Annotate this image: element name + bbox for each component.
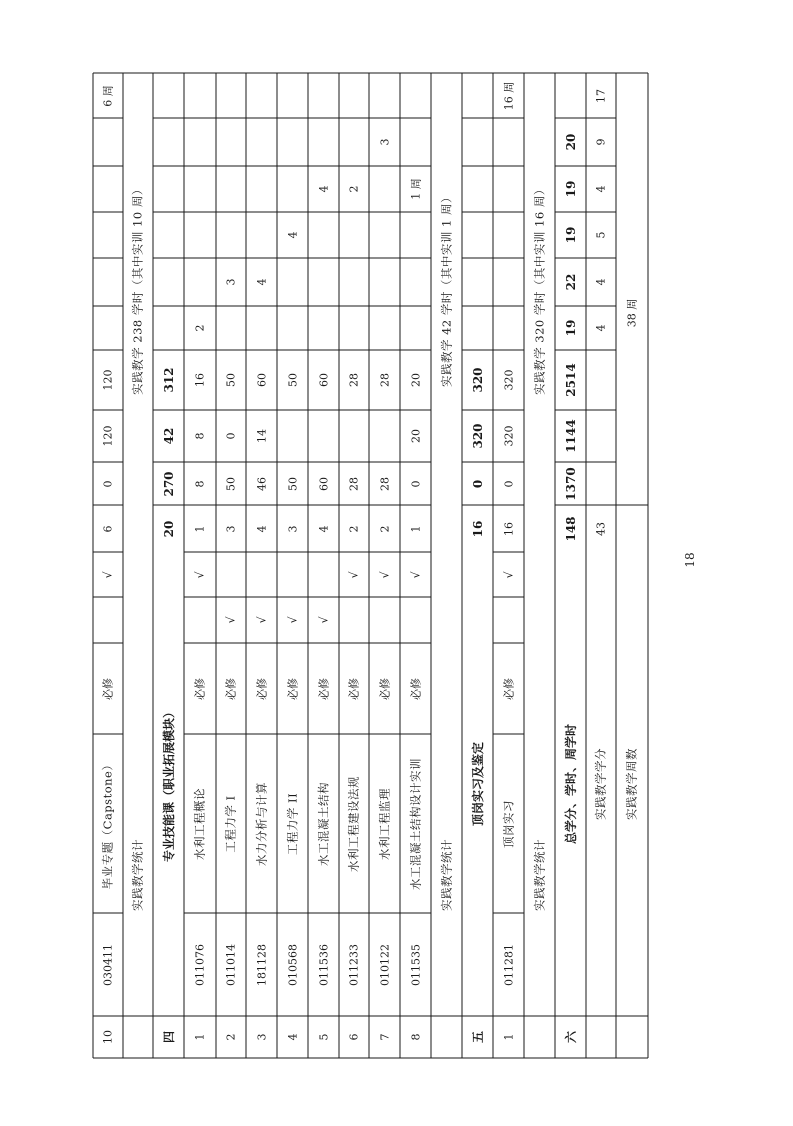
course-row-10-practice: 120 — [101, 425, 115, 447]
course-row-6-type: 必修 — [347, 677, 361, 700]
course-row-8-no: 8 — [409, 1033, 422, 1041]
course-row-10-code: 030411 — [101, 943, 115, 986]
course-row-10-no: 10 — [101, 1030, 115, 1044]
course-row-5-mark-a: √ — [317, 616, 330, 624]
course-row-8-credit: 1 — [409, 525, 422, 532]
total-practice: 1144 — [563, 419, 578, 453]
course-row-4-credit: 3 — [286, 525, 299, 532]
course-row-5-theory: 60 — [317, 476, 330, 491]
course-row-5-hours: 60 — [317, 373, 330, 387]
course-row-4-s3: 4 — [286, 231, 299, 239]
course-row-7-type: 必修 — [378, 677, 391, 700]
section-hours: 320 — [470, 367, 485, 393]
section-title: 专业技能课（职业拓展模块） — [161, 705, 176, 863]
course-row-4-hours: 50 — [286, 373, 299, 387]
course-row-5-code: 011536 — [317, 943, 330, 986]
section-credit: 16 — [470, 520, 485, 537]
course-row-5-credit: 4 — [317, 525, 330, 532]
course-row-internship-theory: 0 — [502, 480, 515, 487]
course-row-8-theory: 0 — [409, 480, 422, 487]
course-row-10-theory: 0 — [101, 480, 115, 487]
course-row-8-mark-b: √ — [409, 570, 422, 579]
course-row-internship-s6: 16 周 — [502, 81, 515, 110]
practice-credits-s6: 17 — [594, 88, 608, 103]
course-row-3-theory: 46 — [255, 476, 268, 491]
practice-credits-credit: 43 — [594, 521, 608, 536]
stat-label: 实践教学统计 — [531, 839, 546, 911]
course-row-7-credit: 2 — [378, 525, 391, 532]
course-row-2-code: 011014 — [224, 943, 238, 986]
practice-credits-s5: 9 — [594, 138, 608, 146]
course-row-internship-no: 1 — [502, 1033, 515, 1041]
section-title: 顶岗实习及鉴定 — [470, 741, 485, 827]
course-row-7-s5: 3 — [378, 138, 391, 146]
course-row-3-s2: 4 — [255, 278, 268, 286]
course-row-1-no: 1 — [193, 1033, 207, 1041]
course-row-2-hours: 50 — [224, 373, 238, 387]
course-row-8-hours: 20 — [409, 373, 422, 387]
course-row-7-hours: 28 — [378, 373, 391, 387]
course-row-internship-practice: 320 — [502, 425, 515, 447]
section-title: 总学分、学时、周学时 — [563, 723, 578, 845]
practice-credits-s2: 4 — [594, 278, 608, 286]
course-row-6-s4: 2 — [347, 185, 361, 193]
course-row-10-mark-b: √ — [101, 570, 115, 579]
course-row-1-type: 必修 — [193, 677, 207, 700]
course-row-internship-type: 必修 — [502, 677, 515, 700]
total-s4: 19 — [563, 180, 578, 198]
course-row-2-mark-a: √ — [224, 616, 238, 624]
page-number: 18 — [683, 552, 697, 568]
course-row-4-no: 4 — [286, 1033, 299, 1041]
course-row-8-code: 011535 — [409, 943, 422, 986]
course-row-internship-mark-b: √ — [502, 570, 515, 579]
course-row-4-code: 010568 — [286, 943, 299, 986]
course-row-internship-credit: 16 — [502, 521, 515, 536]
practice-credits-s4: 4 — [594, 185, 608, 193]
course-row-internship-hours: 320 — [502, 369, 515, 391]
section-number: 五 — [470, 1030, 485, 1044]
course-row-5-type: 必修 — [317, 677, 330, 700]
course-row-2-name: 工程力学 I — [223, 794, 238, 853]
course-row-7-code: 010122 — [378, 943, 391, 986]
course-row-10-type: 必修 — [101, 677, 115, 700]
total-s2: 22 — [563, 273, 578, 291]
course-row-3-mark-a: √ — [255, 616, 268, 624]
section-practice: 42 — [161, 427, 176, 445]
course-row-4-type: 必修 — [286, 677, 299, 700]
course-row-2-credit: 3 — [224, 525, 238, 532]
section-theory: 0 — [470, 479, 485, 488]
section-hours: 312 — [161, 367, 176, 393]
course-row-2-s2: 3 — [224, 278, 238, 286]
practice-credits-s1: 4 — [594, 324, 608, 332]
course-row-3-type: 必修 — [255, 677, 268, 700]
course-row-internship-name: 顶岗实习 — [500, 799, 515, 848]
course-row-1-credit: 1 — [193, 525, 207, 532]
section-practice: 320 — [470, 423, 485, 449]
course-row-7-name: 水利工程监理 — [376, 787, 391, 860]
course-row-1-code: 011076 — [193, 943, 207, 986]
stat-text: 实践教学 42 学时（其中实训 1 周） — [438, 190, 453, 388]
stat-text: 实践教学 320 学时（其中实训 16 周） — [531, 183, 546, 395]
course-row-1-name: 水利工程概论 — [192, 787, 207, 860]
course-row-3-hours: 60 — [255, 373, 268, 387]
course-row-3-name: 水力分析与计算 — [253, 781, 268, 866]
practice-weeks-value: 38 周 — [625, 298, 639, 327]
course-row-6-hours: 28 — [347, 373, 361, 387]
course-row-7-mark-b: √ — [378, 570, 391, 579]
stat-label: 实践教学统计 — [130, 839, 145, 911]
practice-weeks-label: 实践教学周数 — [624, 748, 639, 820]
course-row-7-no: 7 — [378, 1033, 391, 1041]
course-row-10-s6: 6 周 — [101, 84, 115, 107]
course-row-6-theory: 28 — [347, 476, 361, 491]
course-row-3-no: 3 — [255, 1033, 268, 1041]
course-row-2-no: 2 — [224, 1033, 238, 1041]
course-row-4-mark-a: √ — [286, 616, 299, 624]
course-row-8-practice: 20 — [409, 429, 422, 443]
stat-label: 实践教学统计 — [438, 839, 453, 911]
course-row-3-practice: 14 — [255, 429, 268, 443]
course-row-6-credit: 2 — [347, 525, 361, 532]
course-row-3-code: 181128 — [255, 943, 268, 986]
course-row-6-name: 水利工程建设法规 — [346, 775, 361, 872]
section-theory: 270 — [161, 470, 176, 497]
course-row-6-mark-b: √ — [347, 570, 361, 579]
course-row-5-no: 5 — [317, 1033, 330, 1041]
course-row-10-name: 毕业专题（Capstone） — [100, 758, 115, 889]
course-row-10-hours: 120 — [101, 369, 115, 391]
course-row-8-name: 水工混凝土结构设计实训 — [407, 757, 422, 890]
course-row-8-type: 必修 — [409, 677, 422, 700]
course-row-7-theory: 28 — [378, 476, 391, 491]
course-row-4-name: 工程力学 II — [284, 792, 299, 855]
course-row-2-theory: 50 — [224, 476, 238, 491]
course-row-2-type: 必修 — [224, 677, 238, 700]
course-row-internship-code: 011281 — [502, 943, 515, 986]
total-credit: 148 — [563, 515, 578, 542]
course-row-2-practice: 0 — [224, 432, 238, 440]
total-s1: 19 — [563, 319, 578, 337]
total-hours: 2514 — [563, 363, 578, 397]
total-s5: 20 — [563, 133, 578, 151]
course-row-10-credit: 6 — [101, 525, 115, 532]
practice-credits-label: 实践教学学分 — [593, 748, 608, 820]
course-row-6-no: 6 — [347, 1033, 361, 1041]
section-number: 四 — [161, 1030, 176, 1044]
section-number: 六 — [563, 1030, 578, 1044]
practice-credits-s3: 5 — [594, 231, 608, 239]
course-row-1-hours: 16 — [193, 373, 207, 387]
course-row-1-practice: 8 — [193, 432, 207, 440]
course-row-4-theory: 50 — [286, 476, 299, 491]
course-row-1-mark-b: √ — [193, 570, 207, 579]
course-row-1-s1: 2 — [193, 324, 207, 332]
course-row-8-s4: 1 周 — [409, 178, 422, 200]
course-row-3-credit: 4 — [255, 525, 268, 532]
course-row-5-s4: 4 — [317, 185, 330, 193]
course-row-6-code: 011233 — [347, 943, 361, 986]
stat-text: 实践教学 238 学时（其中实训 10 周） — [130, 183, 145, 395]
total-theory: 1370 — [563, 466, 578, 501]
course-row-1-theory: 8 — [193, 480, 207, 487]
section-credit: 20 — [161, 520, 176, 537]
course-row-5-name: 水工混凝土结构 — [315, 781, 330, 866]
total-s3: 19 — [563, 226, 578, 244]
